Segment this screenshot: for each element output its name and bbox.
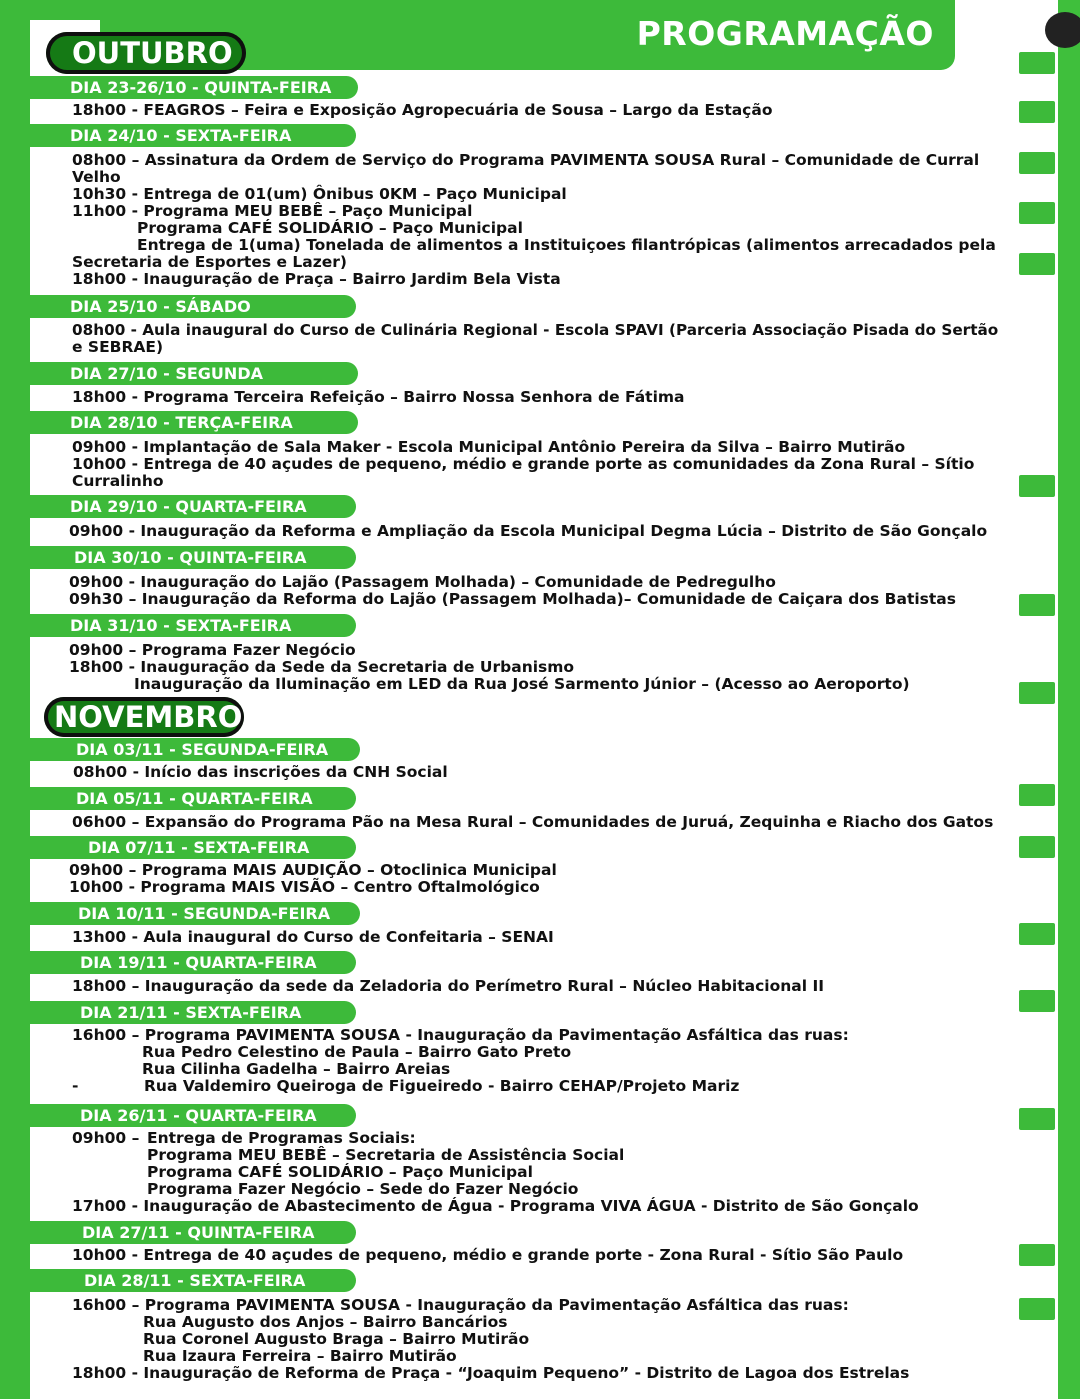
event-line: Velho [72, 168, 121, 186]
event-line: 09h00 - Inauguração do Lajão (Passagem Molhada) – Comunidade de Pedregulho [69, 573, 776, 591]
right-strip-decoration [1019, 52, 1055, 74]
right-strip-decoration [1019, 1108, 1055, 1130]
event-line: 10h00 - Entrega de 40 açudes de pequeno, médio e grande porte - Zona Rural - Sítio São Paulo [72, 1246, 904, 1264]
event-line: 18h00 - Inauguração de Reforma de Praça - “Joaquim Pequeno” - Distrito de Lagoa dos Estrelas [72, 1364, 910, 1382]
top-left-green-corner [0, 0, 100, 20]
event-line: Rua Valdemiro Queiroga de Figueiredo - Bairro CEHAP/Projeto Mariz [144, 1077, 740, 1095]
right-green-border [1058, 0, 1080, 1399]
event-line: 09h00 - Inauguração da Reforma e Ampliação da Escola Municipal Degma Lúcia – Distrito de São Gonçalo [69, 522, 988, 540]
page-corner-dot [1045, 12, 1080, 48]
right-strip-decoration [1019, 784, 1055, 806]
right-strip-decoration [1019, 990, 1055, 1012]
day-banner: DIA 03/11 - SEGUNDA-FEIRA [30, 738, 360, 761]
day-banner: DIA 27/10 - SEGUNDA [30, 362, 358, 385]
day-banner: DIA 28/10 - TERÇA-FEIRA [30, 411, 358, 434]
day-banner: DIA 28/11 - SEXTA-FEIRA [30, 1269, 356, 1292]
event-line: 10h00 - Entrega de 40 açudes de pequeno, médio e grande porte as comunidades da Zona Rural – Sítio [72, 455, 975, 473]
event-line: 06h00 – Expansão do Programa Pão na Mesa Rural – Comunidades de Juruá, Zequinha e Riacho dos Gatos [72, 813, 994, 831]
right-strip-decoration [1019, 1298, 1055, 1320]
right-strip-decoration [1019, 836, 1055, 858]
event-line: 08h00 – Assinatura da Ordem de Serviço do Programa PAVIMENTA SOUSA Rural – Comunidade de Curral [72, 151, 980, 169]
left-green-border [0, 0, 30, 1399]
event-line: 08h00 - Aula inaugural do Curso de Culinária Regional - Escola SPAVI (Parceria Associação Pisada do Sertão [72, 321, 999, 339]
event-line: e SEBRAE) [72, 338, 164, 356]
day-banner: DIA 26/11 - QUARTA-FEIRA [30, 1104, 356, 1127]
event-line: Rua Augusto dos Anjos – Bairro Bancários [143, 1313, 508, 1331]
event-line: 11h00 - Programa MEU BEBÊ – Paço Municipal [72, 202, 473, 220]
right-strip-decoration [1019, 1244, 1055, 1266]
event-line: 10h00 - Programa MAIS VISÃO – Centro Oftalmológico [69, 878, 540, 896]
event-line: Entrega de Programas Sociais: [147, 1129, 416, 1147]
event-line: - [72, 1077, 79, 1095]
event-line: 13h00 - Aula inaugural do Curso de Confeitaria – SENAI [72, 928, 554, 946]
right-strip-decoration [1019, 923, 1055, 945]
day-banner: DIA 21/11 - SEXTA-FEIRA [30, 1001, 356, 1024]
event-line: Programa MEU BEBÊ – Secretaria de Assistência Social [147, 1146, 625, 1164]
event-line: Programa CAFÉ SOLIDÁRIO – Paço Municipal [147, 1163, 533, 1181]
event-line: 16h00 – Programa PAVIMENTA SOUSA - Inauguração da Pavimentação Asfáltica das ruas: [72, 1026, 849, 1044]
day-banner: DIA 07/11 - SEXTA-FEIRA [30, 836, 356, 859]
event-line: 09h30 – Inauguração da Reforma do Lajão (Passagem Molhada)– Comunidade de Caiçara dos Batistas [69, 590, 956, 608]
day-banner: DIA 29/10 - QUARTA-FEIRA [30, 495, 356, 518]
right-strip-decoration [1019, 101, 1055, 123]
event-line: Curralinho [72, 472, 164, 490]
event-line: 18h00 - Programa Terceira Refeição – Bairro Nossa Senhora de Fátima [72, 388, 685, 406]
event-line: Secretaria de Esportes e Lazer) [72, 253, 347, 271]
day-banner: DIA 19/11 - QUARTA-FEIRA [30, 951, 356, 974]
right-strip-decoration [1019, 152, 1055, 174]
day-banner: DIA 27/11 - QUINTA-FEIRA [30, 1221, 356, 1244]
event-line: Rua Cilinha Gadelha – Bairro Areias [142, 1060, 451, 1078]
event-line: Entrega de 1(uma) Tonelada de alimentos a Instituiçoes filantrópicas (alimentos arrecadados pela [137, 236, 996, 254]
event-line: 18h00 - FEAGROS – Feira e Exposição Agropecuária de Sousa – Largo da Estação [72, 101, 773, 119]
day-banner: DIA 10/11 - SEGUNDA-FEIRA [30, 902, 360, 925]
event-line: 09h00 – Programa Fazer Negócio [69, 641, 356, 659]
day-banner: DIA 25/10 - SÁBADO [30, 295, 356, 318]
right-strip-decoration [1019, 594, 1055, 616]
event-line: Inauguração da Iluminação em LED da Rua José Sarmento Júnior – (Acesso ao Aeroporto) [134, 675, 910, 693]
day-banner: DIA 23-26/10 - QUINTA-FEIRA [30, 76, 358, 99]
day-banner: DIA 05/11 - QUARTA-FEIRA [30, 787, 356, 810]
event-line: 16h00 – Programa PAVIMENTA SOUSA - Inauguração da Pavimentação Asfáltica das ruas: [72, 1296, 849, 1314]
month-november-label: NOVEMBRO [44, 697, 244, 737]
page-title: PROGRAMAÇÃO [636, 14, 934, 53]
right-strip-decoration [1019, 202, 1055, 224]
event-line: 17h00 - Inauguração de Abastecimento de Água - Programa VIVA ÁGUA - Distrito de São Gonçalo [72, 1197, 919, 1215]
event-line: 18h00 – Inauguração da sede da Zeladoria do Perímetro Rural – Núcleo Habitacional II [72, 977, 824, 995]
event-line: 18h00 - Inauguração de Praça – Bairro Jardim Bela Vista [72, 270, 561, 288]
day-banner: DIA 24/10 - SEXTA-FEIRA [30, 124, 356, 147]
event-line: Programa CAFÉ SOLIDÁRIO – Paço Municipal [137, 219, 523, 237]
event-line: Rua Coronel Augusto Braga – Bairro Mutirão [143, 1330, 530, 1348]
event-line: Programa Fazer Negócio – Sede do Fazer Negócio [147, 1180, 579, 1198]
event-line: 10h30 - Entrega de 01(um) Ônibus 0KM – Paço Municipal [72, 185, 567, 203]
month-october-label: OUTUBRO [46, 32, 246, 74]
event-line: 09h00 – [72, 1129, 140, 1147]
event-line: 09h00 - Implantação de Sala Maker - Escola Municipal Antônio Pereira da Silva – Bairro Mutirão [72, 438, 906, 456]
event-line: Rua Pedro Celestino de Paula – Bairro Gato Preto [142, 1043, 572, 1061]
event-line: Rua Izaura Ferreira – Bairro Mutirão [143, 1347, 457, 1365]
event-line: 08h00 - Início das inscrições da CNH Social [73, 763, 448, 781]
right-strip-decoration [1019, 475, 1055, 497]
right-strip-decoration [1019, 253, 1055, 275]
right-strip-decoration [1019, 682, 1055, 704]
day-banner: DIA 31/10 - SEXTA-FEIRA [30, 614, 356, 637]
day-banner: DIA 30/10 - QUINTA-FEIRA [30, 546, 356, 569]
event-line: 18h00 - Inauguração da Sede da Secretaria de Urbanismo [69, 658, 575, 676]
event-line: 09h00 – Programa MAIS AUDIÇÃO – Otoclinica Municipal [69, 861, 557, 879]
